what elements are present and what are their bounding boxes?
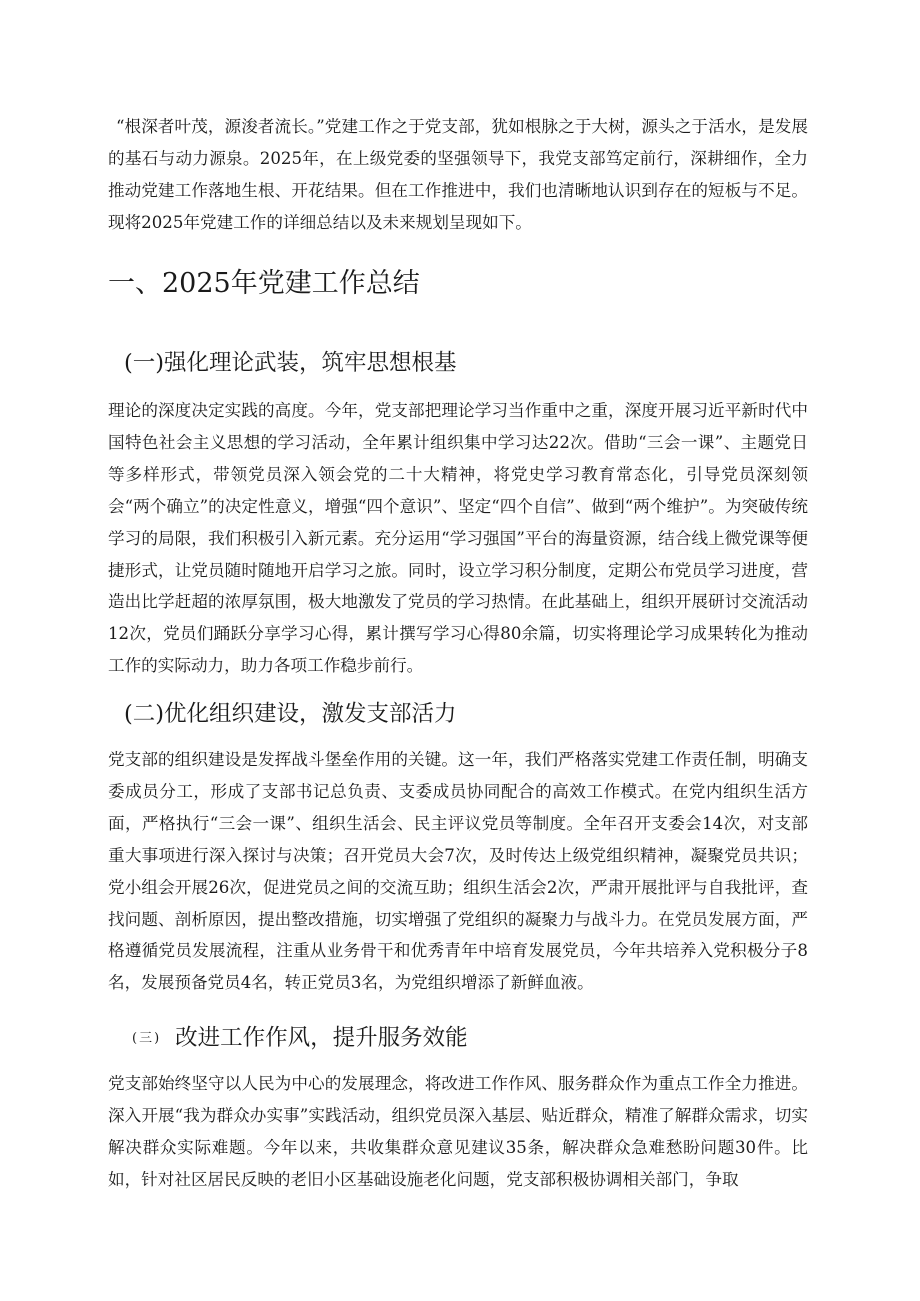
section-3-title — [132, 1021, 468, 1056]
section-3-body: 党支部始终坚守以人民为中心的发展理念，将改进工作作风、服务群众作为重点工作全力推进。深入开展“我为群众办实事”实践活动，组织党员深入基层、贴近群众，精准了解群众需求，切实解决群众实际难题。今年以来，共收集群众意见建议35条，解决群众急难愁盼问题30件。比如，针对社区居民反映的老旧小区基础设施老化问题，党支部积极协调相关部门，争取 — [108, 1074, 808, 1189]
section-3-title-text: 改进工作作风，提升服务效能 — [175, 1025, 468, 1051]
section-2-title: (二)优化组织建设，激发支部活力 — [124, 701, 457, 727]
heading-work-summary: 一、2025年党建工作总结 — [108, 268, 420, 299]
section-1-body: 理论的深度决定实践的高度。今年，党支部把理论学习当作重中之重，深度开展习近平新时代中国特色社会主义思想的学习活动，全年累计组织集中学习达22次。借助“三会一课”、主题党日等多样形式，带领党员深入领会党的二十大精神，将党史学习教育常态化，引导党员深刻领会“两个确立”的决定性意义，增强“四个意识”、坚定“四个自信”、做到“两个维护”。为突破传统学习的局限，我们积极引入新元素。充分运用“学习强国”平台的海量资源，结合线上微党课等便捷形式，让党员随时随地开启学习之旅。同时，设立学习积分制度，定期公布党员学习进度，营造出比学赶超的浓厚氛围，极大地激发了党员的学习热情。在此基础上，组织开展研讨交流活动12次，党员们踊跃分享学习心得，累计撰写学习心得80余篇，切实将理论学习成果转化为推动工作的实际动力，助力各项工作稳步前行。 — [108, 401, 808, 676]
section-3-number: (三) — [132, 1031, 162, 1046]
section-1-title: (一)强化理论武装，筑牢思想根基 — [124, 350, 457, 376]
intro-paragraph: “根深者叶茂，源浚者流长。”党建工作之于党支部，犹如根脉之于大树，源头之于活水，是发展的基石与动力源泉。2025年，在上级党委的坚强领导下，我党支部笃定前行，深耕细作，全力推动党建工作落地生根、开花结果。但在工作推进中，我们也清晰地认识到存在的短板与不足。现将2025年党建工作的详细总结以及未来规划呈现如下。 — [108, 117, 808, 232]
section-2-body: 党支部的组织建设是发挥战斗堡垒作用的关键。这一年，我们严格落实党建工作责任制，明确支委成员分工，形成了支部书记总负责、支委成员协同配合的高效工作模式。在党内组织生活方面，严格执行“三会一课”、组织生活会、民主评议党员等制度。全年召开支委会14次，对支部重大事项进行深入探讨与决策；召开党员大会7次，及时传达上级党组织精神，凝聚党员共识；党小组会开展26次，促进党员之间的交流互助；组织生活会2次，严肃开展批评与自我批评，查找问题、剖析原因，提出整改措施，切实增强了党组织的凝聚力与战斗力。在党员发展方面，严格遵循党员发展流程，注重从业务骨干和优秀青年中培育发展党员，今年共培养入党积极分子8名，发展预备党员4名，转正党员3名，为党组织增添了新鲜血液。 — [108, 750, 808, 993]
